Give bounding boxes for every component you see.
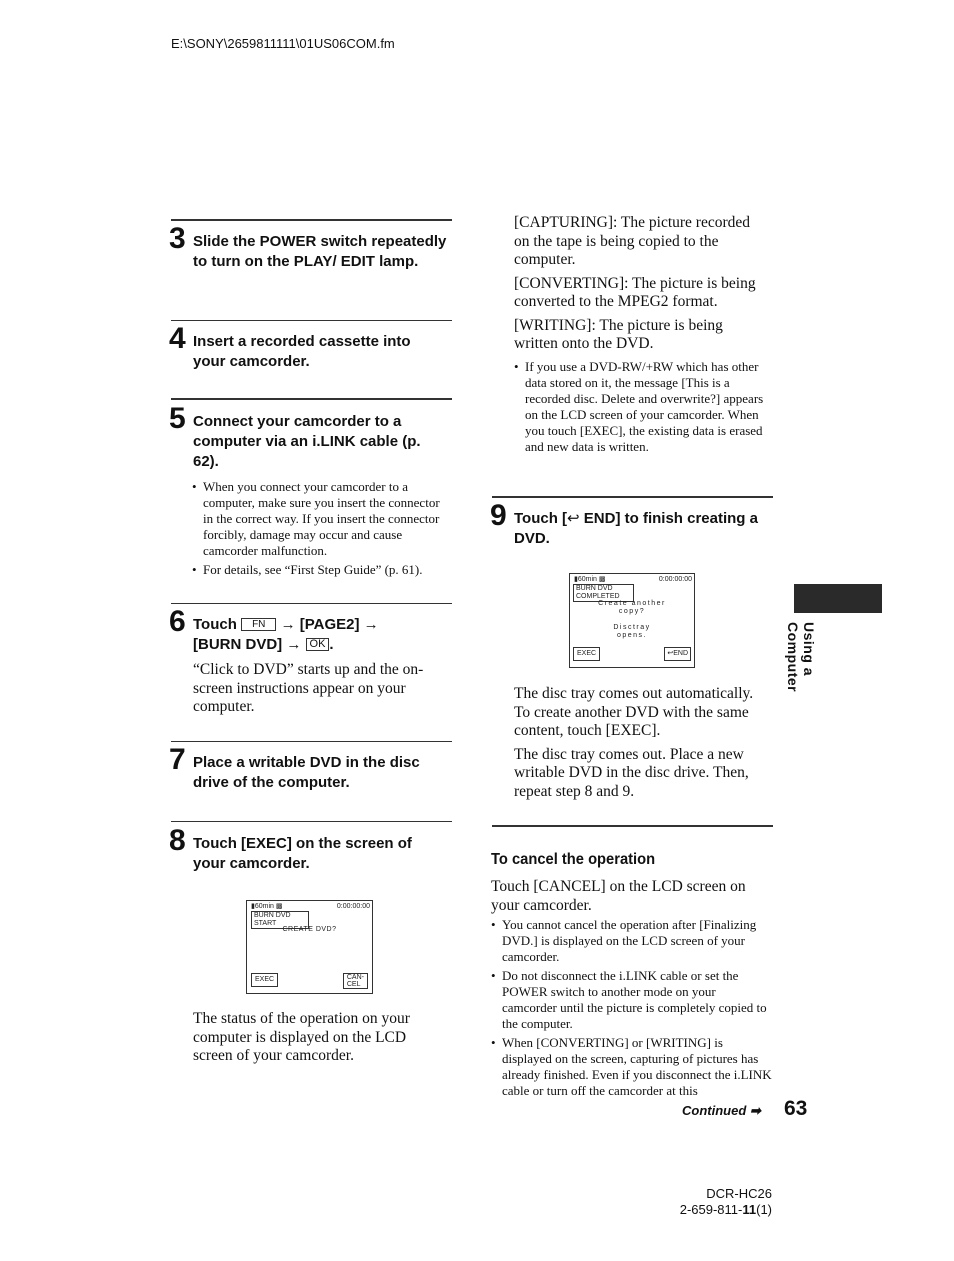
capturing-text: [CAPTURING]: The picture recorded on the tape is being copied to the computer.	[514, 214, 751, 268]
battery-indicator	[574, 576, 606, 584]
end-button[interactable]	[664, 647, 691, 661]
note-item: • When you connect your camcorder to a computer, make sure you insert the connector in the correct way. If you insert the connector forcibly, damage may occur and cause camcorder malfunction.	[192, 479, 444, 559]
part-suffix: (1)	[756, 1202, 772, 1217]
step-number: 8	[169, 824, 186, 857]
lcd-message: CREATE DVD?	[282, 926, 337, 933]
touch-label: Touch [	[514, 510, 568, 527]
note-item: • Do not disconnect the i.LINK cable or set the POWER switch to another mode on your camcorder until the picture is completely copied to the computer.	[491, 968, 773, 1032]
step-9-title	[514, 509, 774, 549]
return-icon: ↩	[567, 510, 580, 527]
arrow-icon: →	[286, 636, 302, 653]
message-line: Create another	[598, 600, 666, 607]
step-8-title: Touch [EXEC] on the screen of your camcorder.	[193, 835, 412, 872]
ok-key: OK	[306, 638, 330, 651]
status-line: BURN DVD	[576, 585, 613, 592]
part-prefix: 2-659-811-	[679, 1202, 743, 1217]
step-divider	[171, 219, 452, 221]
step-number: 9	[490, 499, 507, 532]
touch-label: Touch	[193, 616, 237, 633]
step-7-title: Place a writable DVD in the disc drive of the computer.	[193, 754, 420, 791]
cancel-label: CEL	[346, 981, 361, 988]
step-5-title: Connect your camcorder to a computer via an i.LINK cable (p. 62).	[193, 413, 421, 470]
pc-icon: ▩	[598, 576, 606, 583]
step-divider	[492, 496, 773, 498]
battery-icon: ▮	[251, 903, 255, 910]
lcd-screen-burn-start	[246, 900, 373, 994]
battery-remaining: 60min	[254, 903, 274, 910]
page2-label: [PAGE2]	[299, 616, 360, 633]
arrow-right-icon: ➡	[749, 1103, 761, 1118]
battery-icon: ▮	[574, 576, 578, 583]
status-line: COMPLETED	[576, 593, 620, 600]
continued-label	[682, 1103, 761, 1119]
fn-key: FN	[241, 618, 276, 631]
writing-text: [WRITING]: The picture is being written onto the DVD.	[514, 316, 723, 352]
side-section-label: Using a Computer	[785, 622, 817, 693]
pc-icon: ▩	[275, 903, 283, 910]
note-item: • For details, see “First Step Guide” (p. 61).	[192, 562, 444, 578]
step-number: 3	[169, 222, 186, 255]
lcd-screen-burn-completed	[569, 573, 695, 668]
step-divider	[171, 821, 452, 822]
battery-remaining: 60min	[577, 576, 597, 583]
message-line: opens.	[616, 632, 648, 639]
model-number: DCR-HC26	[706, 1186, 772, 1201]
exec-button[interactable]: EXEC	[573, 647, 600, 661]
step-3-title: Slide the POWER switch repeatedly to turn on the PLAY/ EDIT lamp.	[193, 233, 447, 270]
cancel-body: Touch [CANCEL] on the LCD screen on your camcorder.	[491, 878, 746, 914]
model-info	[680, 1186, 772, 1218]
arrow-icon: →	[280, 616, 296, 633]
burn-dvd-label: [BURN DVD]	[193, 636, 283, 653]
part-number	[680, 1202, 772, 1218]
message-line: Disctray	[613, 624, 651, 631]
step-number: 5	[169, 402, 186, 435]
end-label: END	[673, 650, 688, 657]
step-number: 4	[169, 322, 186, 355]
overwrite-note	[514, 359, 770, 458]
step-number: 7	[169, 743, 186, 776]
status-line: BURN DVD	[254, 912, 291, 919]
cancel-notes	[491, 917, 773, 1102]
step-9-body-1: The disc tray comes out automatically. To create another DVD with the same content, touch [EXEC].	[514, 685, 754, 739]
step-6-body: “Click to DVD” starts up and the on-screen instructions appear on your computer.	[193, 661, 424, 715]
step-number: 6	[169, 605, 186, 638]
timecode: 0:00:00:00	[658, 576, 692, 583]
lcd-message	[570, 600, 694, 640]
step-divider	[171, 741, 452, 742]
step-9-body-2: The disc tray comes out. Place a new writable DVD in the disc drive. Then, repeat step 8 and 9.	[514, 745, 749, 800]
end-label: END] to finish creating a DVD.	[514, 510, 758, 547]
exec-button[interactable]: EXEC	[251, 973, 278, 987]
step-divider	[171, 398, 452, 400]
status-description	[514, 214, 766, 359]
note-item: • If you use a DVD-RW/+RW which has other data stored on it, the message [This is a recorded disc. Delete and overwrite?] appears on the LCD screen of your camcorder. When you touch [EXEC], the existing data is erased and new data is written.	[514, 359, 770, 455]
battery-indicator	[251, 903, 283, 911]
section-divider	[492, 825, 773, 827]
part-bold: 11	[742, 1202, 757, 1217]
section-tab	[794, 584, 882, 613]
step-9-body	[514, 685, 769, 806]
status-line: START	[254, 920, 277, 927]
file-path: E:\SONY\2659811111\01US06COM.fm	[171, 36, 395, 51]
step-divider	[171, 320, 452, 321]
step-5-notes	[192, 479, 444, 581]
cancel-heading: To cancel the operation	[491, 851, 656, 868]
note-item: • When [CONVERTING] or [WRITING] is displayed on the screen, capturing of pictures has already finished. Even if you disconnect the i.LINK cable or turn off the camcorder at this	[491, 1035, 773, 1099]
message-line: copy?	[618, 608, 646, 615]
step-4-title: Insert a recorded cassette into your camcorder.	[193, 333, 411, 370]
step-6-title	[193, 615, 448, 655]
timecode: 0:00:00:00	[336, 903, 370, 910]
arrow-icon: →	[363, 616, 379, 633]
page-number: 63	[784, 1097, 808, 1120]
step-divider	[171, 603, 452, 604]
return-icon: ↩	[667, 650, 674, 657]
cancel-button[interactable]	[343, 973, 368, 989]
period: .	[329, 636, 334, 653]
step-8-body: The status of the operation on your computer is displayed on the LCD screen of your camcorder.	[193, 1010, 410, 1064]
converting-text: [CONVERTING]: The picture is being converted to the MPEG2 format.	[514, 274, 756, 310]
continued-text: Continued	[682, 1103, 747, 1118]
note-item: • You cannot cancel the operation after [Finalizing DVD.] is displayed on the LCD screen of your camcorder.	[491, 917, 773, 965]
cancel-label: CAN-	[346, 974, 364, 981]
